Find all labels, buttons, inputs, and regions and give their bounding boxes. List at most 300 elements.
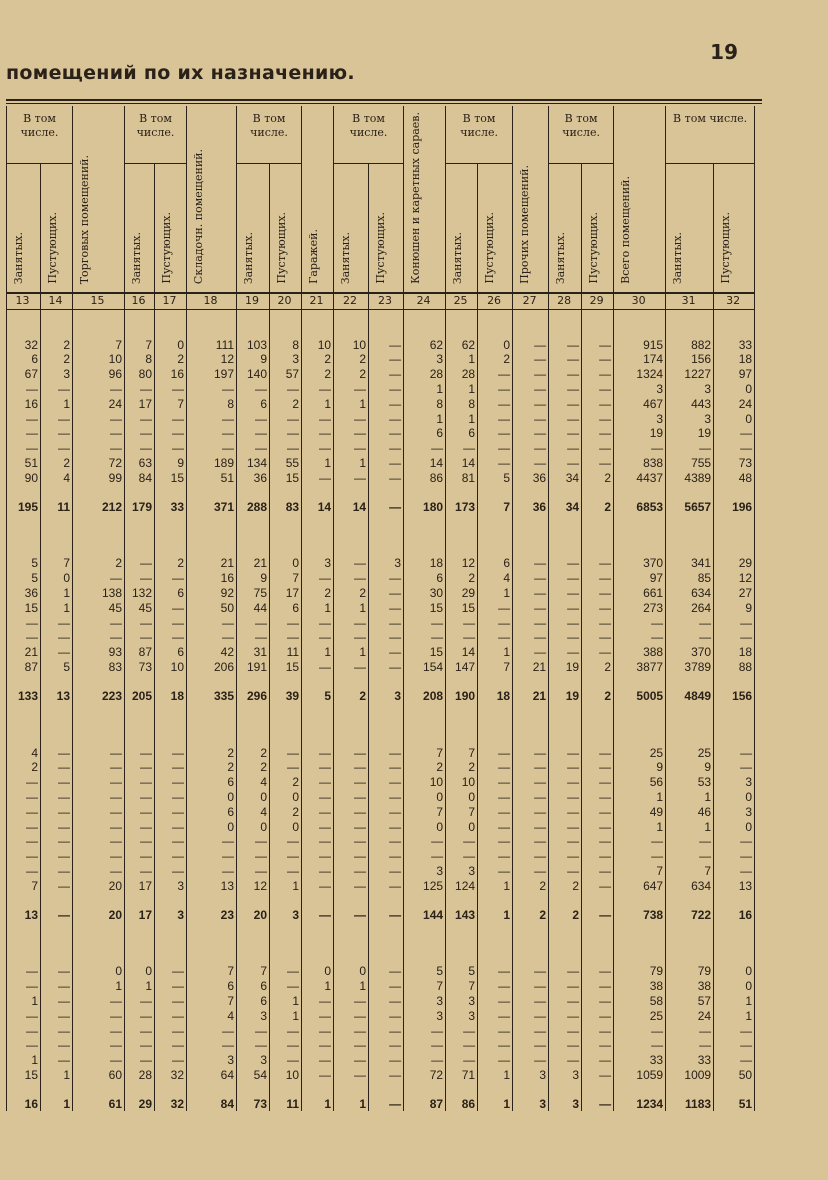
table-cell: 3 xyxy=(369,689,404,704)
table-cell: 58 xyxy=(614,994,666,1009)
empty-cell xyxy=(369,324,404,338)
empty-cell xyxy=(582,704,614,718)
table-cell: 212 xyxy=(73,500,125,515)
table-cell: 7 xyxy=(404,979,446,994)
empty-cell xyxy=(155,542,187,556)
table-cell: 29 xyxy=(125,1097,155,1112)
empty-cell xyxy=(302,309,334,324)
table-cell: 34 xyxy=(549,500,582,515)
group-header-5: В том числе. xyxy=(446,106,513,164)
table-cell: — xyxy=(41,908,73,923)
table-cell: — xyxy=(369,908,404,923)
table-cell: — xyxy=(513,338,549,353)
table-cell: — xyxy=(549,367,582,382)
empty-cell xyxy=(549,936,582,950)
table-cell: — xyxy=(478,426,513,441)
table-cell: 4389 xyxy=(666,471,714,486)
empty-cell xyxy=(549,922,582,936)
table-cell: 6 xyxy=(187,775,237,790)
table-cell: — xyxy=(302,660,334,675)
table-cell: 154 xyxy=(404,660,446,675)
table-cell: — xyxy=(7,849,41,864)
table-cell: — xyxy=(155,382,187,397)
header-other: Прочих помещений. xyxy=(513,106,549,293)
table-cell: — xyxy=(513,586,549,601)
table-cell: — xyxy=(369,471,404,486)
empty-cell xyxy=(270,675,302,689)
table-cell: 14 xyxy=(446,645,478,660)
table-cell: — xyxy=(7,775,41,790)
table-cell: 2 xyxy=(41,456,73,471)
table-cell: 140 xyxy=(237,367,270,382)
table-cell: 0 xyxy=(270,790,302,805)
table-cell: 1 xyxy=(714,1009,755,1024)
table-cell: 7 xyxy=(446,979,478,994)
table-cell: — xyxy=(614,1024,666,1039)
empty-cell xyxy=(302,1083,334,1097)
table-cell: — xyxy=(369,864,404,879)
empty-cell xyxy=(7,732,41,746)
table-cell: 36 xyxy=(7,586,41,601)
table-cell: 46 xyxy=(666,805,714,820)
empty-cell xyxy=(270,936,302,950)
empty-cell xyxy=(187,309,237,324)
empty-cell xyxy=(155,486,187,500)
table-cell: — xyxy=(582,849,614,864)
empty-cell xyxy=(513,675,549,689)
table-cell: — xyxy=(302,441,334,456)
table-cell: 3 xyxy=(270,352,302,367)
table-cell: — xyxy=(369,601,404,616)
table-cell: — xyxy=(513,979,549,994)
table-cell: 2 xyxy=(404,760,446,775)
empty-cell xyxy=(714,732,755,746)
table-cell: — xyxy=(41,805,73,820)
empty-cell xyxy=(478,542,513,556)
table-cell: 143 xyxy=(446,908,478,923)
table-cell: 13 xyxy=(187,879,237,894)
table-cell: — xyxy=(125,994,155,1009)
table-cell: 15 xyxy=(7,601,41,616)
table-cell: 1 xyxy=(270,879,302,894)
table-cell: 18 xyxy=(478,689,513,704)
table-cell: — xyxy=(714,441,755,456)
empty-cell xyxy=(302,528,334,542)
empty-cell xyxy=(41,528,73,542)
table-cell: 79 xyxy=(614,964,666,979)
table-cell: — xyxy=(513,645,549,660)
table-cell: — xyxy=(478,1038,513,1053)
header-garages: Гаражей. xyxy=(302,106,334,293)
empty-cell xyxy=(714,542,755,556)
empty-cell xyxy=(549,732,582,746)
empty-cell xyxy=(666,309,714,324)
table-cell: 2 xyxy=(334,689,369,704)
table-cell: 1 xyxy=(446,352,478,367)
empty-cell xyxy=(614,542,666,556)
empty-cell xyxy=(582,1083,614,1097)
table-cell: 12 xyxy=(714,571,755,586)
table-cell: 738 xyxy=(614,908,666,923)
empty-cell xyxy=(7,894,41,908)
table-cell: 1234 xyxy=(614,1097,666,1112)
table-cell: 2 xyxy=(302,367,334,382)
table-cell: — xyxy=(582,412,614,427)
table-cell: — xyxy=(187,412,237,427)
table-cell: — xyxy=(549,352,582,367)
table-cell: — xyxy=(237,630,270,645)
table-cell: 0 xyxy=(714,790,755,805)
table-cell: — xyxy=(582,775,614,790)
table-cell: 15 xyxy=(7,1068,41,1083)
empty-cell xyxy=(334,675,369,689)
table-cell: 1 xyxy=(478,1068,513,1083)
table-cell: 3 xyxy=(237,1009,270,1024)
empty-cell xyxy=(237,950,270,964)
column-number: 20 xyxy=(270,293,302,309)
table-cell: 1059 xyxy=(614,1068,666,1083)
table-cell: 1 xyxy=(478,908,513,923)
table-body xyxy=(7,293,755,1112)
empty-cell xyxy=(666,894,714,908)
table-cell: — xyxy=(125,760,155,775)
table-cell: — xyxy=(187,441,237,456)
table-cell: 0 xyxy=(334,964,369,979)
table-cell: — xyxy=(73,994,125,1009)
table-cell: — xyxy=(549,790,582,805)
empty-cell xyxy=(41,936,73,950)
table-row xyxy=(7,556,755,571)
empty-cell xyxy=(666,675,714,689)
table-cell: — xyxy=(187,382,237,397)
table-cell: 4 xyxy=(187,1009,237,1024)
table-cell: — xyxy=(666,834,714,849)
empty-cell xyxy=(614,486,666,500)
empty-cell xyxy=(404,1083,446,1097)
column-number-row xyxy=(7,293,755,309)
table-cell: 48 xyxy=(714,471,755,486)
table-cell: — xyxy=(369,979,404,994)
table-cell: 5 xyxy=(7,556,41,571)
column-number: 23 xyxy=(369,293,404,309)
empty-cell xyxy=(187,732,237,746)
table-cell: 0 xyxy=(73,964,125,979)
table-cell: 467 xyxy=(614,397,666,412)
empty-cell xyxy=(73,528,125,542)
table-cell: — xyxy=(369,630,404,645)
empty-cell xyxy=(270,542,302,556)
table-cell: — xyxy=(237,849,270,864)
table-cell: — xyxy=(237,1038,270,1053)
table-cell: 16 xyxy=(714,908,755,923)
empty-cell xyxy=(714,324,755,338)
table-cell: 3 xyxy=(614,412,666,427)
table-cell: 296 xyxy=(237,689,270,704)
table-cell: 2 xyxy=(7,760,41,775)
table-cell: — xyxy=(125,1038,155,1053)
table-cell: 0 xyxy=(41,571,73,586)
table-cell: — xyxy=(302,426,334,441)
table-cell: 21 xyxy=(513,689,549,704)
empty-cell xyxy=(237,732,270,746)
empty-cell xyxy=(155,922,187,936)
table-cell: — xyxy=(714,426,755,441)
table-cell: 96 xyxy=(73,367,125,382)
table-cell: 97 xyxy=(714,367,755,382)
table-cell: — xyxy=(73,834,125,849)
page-number: 19 xyxy=(710,40,738,64)
table-cell: — xyxy=(549,1053,582,1068)
table-cell: — xyxy=(73,820,125,835)
empty-cell xyxy=(334,486,369,500)
table-row xyxy=(7,820,755,835)
table-cell: — xyxy=(714,1038,755,1053)
table-cell: 84 xyxy=(125,471,155,486)
header-occupied: Занятых. xyxy=(666,164,714,293)
table-cell: — xyxy=(302,864,334,879)
table-cell: 16 xyxy=(187,571,237,586)
table-cell: — xyxy=(125,790,155,805)
table-cell: 75 xyxy=(237,586,270,601)
table-cell: — xyxy=(549,456,582,471)
table-cell: 2 xyxy=(334,352,369,367)
empty-cell xyxy=(614,514,666,528)
table-cell: 97 xyxy=(614,571,666,586)
table-cell: 0 xyxy=(270,556,302,571)
column-number: 13 xyxy=(7,293,41,309)
table-cell: — xyxy=(369,746,404,761)
table-cell: — xyxy=(478,849,513,864)
table-cell: — xyxy=(666,849,714,864)
empty-cell xyxy=(714,309,755,324)
table-row xyxy=(7,805,755,820)
empty-cell xyxy=(41,309,73,324)
table-cell: 2 xyxy=(237,746,270,761)
empty-cell xyxy=(41,704,73,718)
table-cell: 1 xyxy=(478,879,513,894)
table-cell: — xyxy=(125,1053,155,1068)
table-cell: — xyxy=(334,834,369,849)
table-cell: — xyxy=(125,849,155,864)
table-cell: — xyxy=(73,746,125,761)
empty-cell xyxy=(714,514,755,528)
empty-cell xyxy=(478,894,513,908)
table-cell: — xyxy=(446,849,478,864)
empty-cell xyxy=(187,514,237,528)
table-cell: 64 xyxy=(187,1068,237,1083)
table-cell: 2 xyxy=(73,556,125,571)
table-cell: — xyxy=(513,352,549,367)
table-cell: 33 xyxy=(666,1053,714,1068)
table-cell: — xyxy=(404,1024,446,1039)
table-cell: — xyxy=(478,979,513,994)
empty-cell xyxy=(714,922,755,936)
table-cell: — xyxy=(237,834,270,849)
table-cell: — xyxy=(513,556,549,571)
table-cell: 0 xyxy=(714,820,755,835)
table-cell: 1 xyxy=(73,979,125,994)
table-row xyxy=(7,1038,755,1053)
empty-cell xyxy=(369,704,404,718)
total-row xyxy=(7,1097,755,1112)
empty-cell xyxy=(125,486,155,500)
empty-cell xyxy=(666,324,714,338)
table-cell: 1183 xyxy=(666,1097,714,1112)
table-cell: — xyxy=(369,805,404,820)
empty-cell xyxy=(237,675,270,689)
empty-cell xyxy=(73,1083,125,1097)
empty-cell xyxy=(446,486,478,500)
table-cell: 5 xyxy=(478,471,513,486)
table-row xyxy=(7,994,755,1009)
empty-cell xyxy=(187,936,237,950)
empty-cell xyxy=(478,922,513,936)
table-cell: — xyxy=(478,760,513,775)
table-cell: 6 xyxy=(155,645,187,660)
table-cell: — xyxy=(41,879,73,894)
table-cell: 206 xyxy=(187,660,237,675)
table-row xyxy=(7,397,755,412)
table-cell: — xyxy=(446,616,478,631)
table-cell: 6 xyxy=(237,979,270,994)
table-cell: 1 xyxy=(446,382,478,397)
empty-cell xyxy=(446,704,478,718)
empty-cell xyxy=(666,1083,714,1097)
table-cell: — xyxy=(302,879,334,894)
table-cell: 190 xyxy=(446,689,478,704)
table-cell: — xyxy=(73,790,125,805)
table-cell: 50 xyxy=(714,1068,755,1083)
table-row xyxy=(7,979,755,994)
empty-cell xyxy=(582,732,614,746)
empty-cell xyxy=(446,1083,478,1097)
table-cell: — xyxy=(582,1068,614,1083)
table-cell: — xyxy=(549,775,582,790)
table-cell: 0 xyxy=(714,964,755,979)
table-row xyxy=(7,645,755,660)
table-cell: — xyxy=(41,790,73,805)
column-number: 19 xyxy=(237,293,270,309)
table-cell: — xyxy=(478,820,513,835)
empty-cell xyxy=(302,922,334,936)
empty-cell xyxy=(302,732,334,746)
table-cell: — xyxy=(714,864,755,879)
table-cell: — xyxy=(549,805,582,820)
table-cell: — xyxy=(478,994,513,1009)
table-row xyxy=(7,616,755,631)
table-cell: — xyxy=(513,630,549,645)
table-cell: — xyxy=(714,760,755,775)
table-cell: 4 xyxy=(478,571,513,586)
table-cell: 7 xyxy=(478,660,513,675)
table-cell: 223 xyxy=(73,689,125,704)
table-cell: — xyxy=(513,382,549,397)
table-cell: 0 xyxy=(302,964,334,979)
empty-cell xyxy=(582,486,614,500)
table-cell: — xyxy=(270,979,302,994)
table-cell: 10 xyxy=(446,775,478,790)
empty-cell xyxy=(187,704,237,718)
column-number: 21 xyxy=(302,293,334,309)
table-cell: 24 xyxy=(714,397,755,412)
table-cell: — xyxy=(187,616,237,631)
empty-cell xyxy=(614,1083,666,1097)
empty-cell xyxy=(155,528,187,542)
table-cell: — xyxy=(41,964,73,979)
column-number: 15 xyxy=(73,293,125,309)
table-cell: 38 xyxy=(666,979,714,994)
table-cell: — xyxy=(302,1024,334,1039)
spacer-row xyxy=(7,309,755,324)
table-cell: — xyxy=(404,441,446,456)
table-cell: 18 xyxy=(714,352,755,367)
header-occupied: Занятых. xyxy=(334,164,369,293)
table-cell: 0 xyxy=(187,790,237,805)
table-cell: — xyxy=(302,760,334,775)
table-cell: — xyxy=(155,1053,187,1068)
table-cell: 2 xyxy=(549,908,582,923)
table-cell: — xyxy=(125,1024,155,1039)
table-cell: — xyxy=(369,834,404,849)
table-cell: — xyxy=(73,1009,125,1024)
table-cell: 81 xyxy=(446,471,478,486)
table-cell: 1 xyxy=(41,1068,73,1083)
table-cell: — xyxy=(125,775,155,790)
table-cell: 62 xyxy=(404,338,446,353)
empty-cell xyxy=(155,950,187,964)
table-cell: — xyxy=(513,571,549,586)
group-header-6: В том числе. xyxy=(549,106,614,164)
table-cell: 3 xyxy=(369,556,404,571)
table-cell: 2 xyxy=(513,879,549,894)
table-cell: — xyxy=(334,1068,369,1083)
table-cell: — xyxy=(404,849,446,864)
empty-cell xyxy=(41,542,73,556)
table-cell: 51 xyxy=(714,1097,755,1112)
table-cell: 19 xyxy=(549,660,582,675)
table-row xyxy=(7,964,755,979)
table-cell: 5005 xyxy=(614,689,666,704)
table-cell: — xyxy=(549,964,582,979)
empty-cell xyxy=(125,732,155,746)
table-cell: — xyxy=(73,805,125,820)
table-cell: — xyxy=(187,864,237,879)
empty-cell xyxy=(41,718,73,732)
table-cell: 36 xyxy=(513,471,549,486)
table-cell: 132 xyxy=(125,586,155,601)
empty-cell xyxy=(404,936,446,950)
table-cell: 16 xyxy=(7,397,41,412)
table-cell: — xyxy=(369,338,404,353)
empty-cell xyxy=(549,894,582,908)
table-cell: — xyxy=(302,1038,334,1053)
table-cell: — xyxy=(334,616,369,631)
empty-cell xyxy=(446,324,478,338)
empty-cell xyxy=(478,732,513,746)
empty-cell xyxy=(513,324,549,338)
empty-cell xyxy=(446,936,478,950)
table-cell: 0 xyxy=(714,979,755,994)
table-cell: 125 xyxy=(404,879,446,894)
table-cell: — xyxy=(270,849,302,864)
empty-cell xyxy=(237,514,270,528)
table-cell: — xyxy=(187,426,237,441)
table-cell: — xyxy=(41,775,73,790)
empty-cell xyxy=(41,324,73,338)
table-cell: 3 xyxy=(614,382,666,397)
table-cell: 1 xyxy=(334,1097,369,1112)
empty-cell xyxy=(404,732,446,746)
